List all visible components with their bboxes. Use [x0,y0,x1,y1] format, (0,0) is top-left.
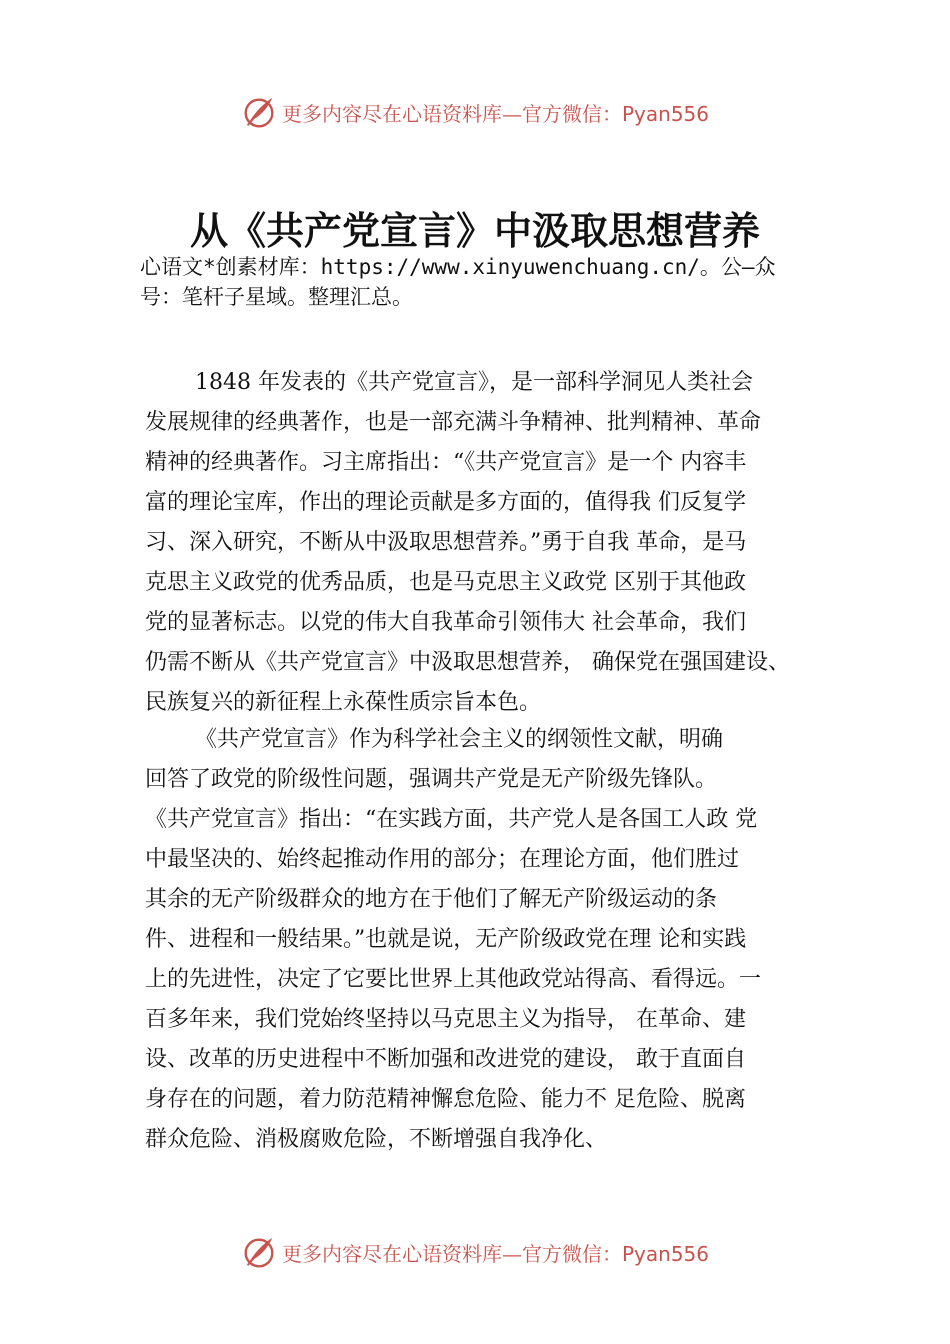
banner-text: 更多内容尽在心语资料库—官方微信：Pyan556 [282,101,710,126]
text-line: 件、进程和一般结果。”也就是说，无产阶级政党在理 论和实践 [145,927,747,952]
banner-text: 更多内容尽在心语资料库—官方微信：Pyan556 [282,1241,710,1266]
source-line-2: 号：笔杆子星域。整理汇总。 [140,285,413,309]
header-banner [240,92,760,132]
text-line: 《共产党宣言》作为科学社会主义的纲领性文献，明确 [195,727,724,752]
text-line: 1848 年发表的《共产党宣言》，是一部科学洞见人类社会 [195,370,753,395]
text-line: 百多年来，我们党始终坚持以马克思主义为指导， 在革命、建 [145,1007,746,1032]
text-line: 克思主义政党的优秀品质，也是马克思主义政党 区别于其他政 [145,570,746,595]
text-line: 上的先进性，决定了它要比世界上其他政党站得高、看得远。一 [145,967,762,992]
paragraph-1 [145,363,835,723]
text-line: 仍需不断从《共产党宣言》中汲取思想营养， 确保党在强国建设、 [145,650,790,675]
text-line: 设、改革的历史进程中不断加强和改进党的建设， 敢于直面自 [145,1047,746,1072]
source-line-1: 心语文*创素材库：https://www.xinyuwenchuang.cn/。公—众 [140,255,776,279]
text-line: 民族复兴的新征程上永葆性质宗旨本色。 [145,690,542,715]
text-line: 《共产党宣言》指出：“在实践方面，共产党人是各国工人政 党 [145,807,758,832]
text-line: 富的理论宝库，作出的理论贡献是多方面的，值得我 们反复学 [145,490,746,515]
source-note [140,252,840,312]
quill-pen-logo-icon [240,93,278,131]
text-line: 其余的无产阶级群众的地方在于他们了解无产阶级运动的条 [145,887,718,912]
text-line: 党的显著标志。以党的伟大自我革命引领伟大 社会革命，我们 [145,610,746,635]
text-line: 习、深入研究，不断从中汲取思想营养。”勇于自我 革命，是马 [145,530,747,555]
text-line: 中最坚决的、始终起推动作用的部分；在理论方面，他们胜过 [145,847,740,872]
quill-pen-logo-icon [240,1233,278,1271]
footer-banner [240,1232,760,1272]
text-line: 回答了政党的阶级性问题，强调共产党是无产阶级先锋队。 [145,767,718,792]
banner-wechat-id: Pyan556 [622,101,710,126]
page-title: 从《共产党宣言》中汲取思想营养 [189,208,760,253]
text-line: 发展规律的经典著作，也是一部充满斗争精神、批判精神、革命 [145,410,762,435]
text-line: 身存在的问题，着力防范精神懈怠危险、能力不 足危险、脱离 [145,1087,746,1112]
text-line: 群众危险、消极腐败危险，不断增强自我净化、 [145,1127,608,1152]
text-line: 精神的经典著作。习主席指出：“《共产党宣言》是一个 内容丰 [145,450,747,475]
banner-wechat-id: Pyan556 [622,1241,710,1266]
paragraph-2 [145,720,835,1160]
